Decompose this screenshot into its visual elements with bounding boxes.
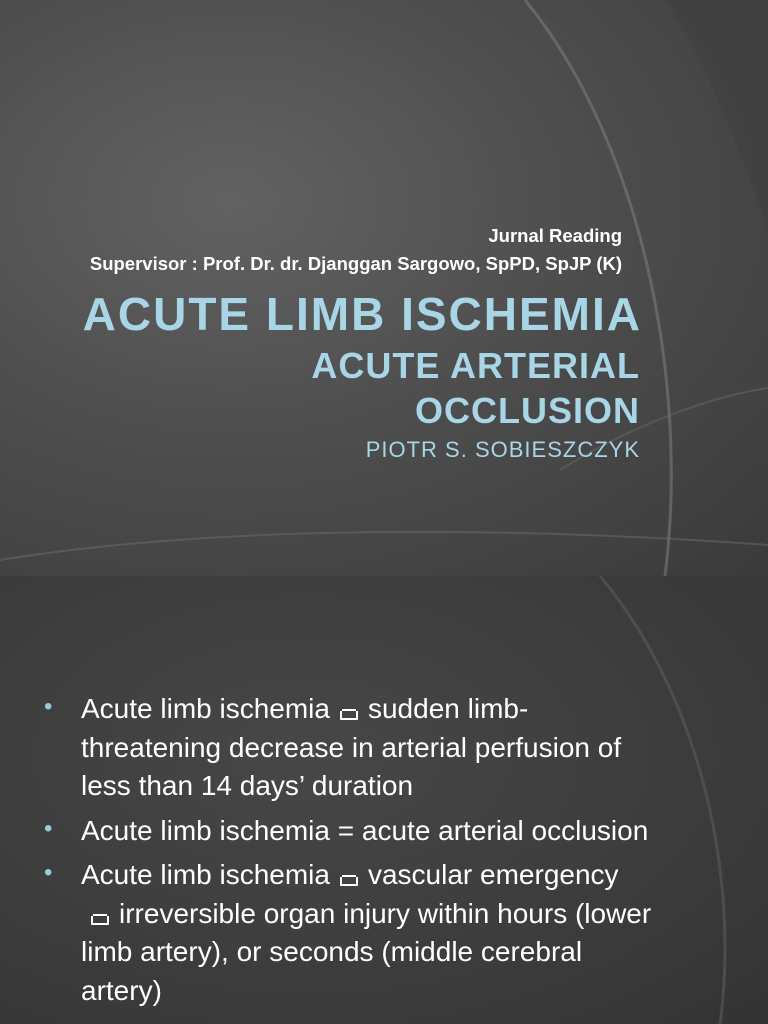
session-type: Jurnal Reading xyxy=(488,225,622,246)
missing-glyph-icon xyxy=(91,916,109,925)
list-item: • Acute limb ischemia sudden limb-threatening decrease in arterial perfusion of less than 14 days’ duration xyxy=(44,690,654,806)
slide-title: ACUTE LIMB ISCHEMIA xyxy=(82,288,642,340)
list-item: • Acute limb ischemia vascular emergencyirreversible organ injury within hours (lower limb artery), or seconds (middle cerebral artery) xyxy=(44,856,654,1010)
subtitle-line-2: OCCLUSION xyxy=(415,390,640,431)
supervisor-line: Supervisor : Prof. Dr. dr. Djanggan Sargowo, SpPD, SpJP (K) xyxy=(89,253,622,274)
slide-subtitle xyxy=(311,343,640,433)
author-name: PIOTR S. SOBIESZCZYK xyxy=(365,437,640,462)
subtitle-line-1: ACUTE ARTERIAL xyxy=(311,345,640,386)
list-item: • Acute limb ischemia = acute arterial occlusion xyxy=(44,812,654,851)
content-slide xyxy=(0,576,768,1024)
missing-glyph-icon xyxy=(340,877,358,886)
missing-glyph-icon xyxy=(340,711,358,720)
presentation-info xyxy=(90,222,622,278)
bullet-list xyxy=(44,690,654,1016)
